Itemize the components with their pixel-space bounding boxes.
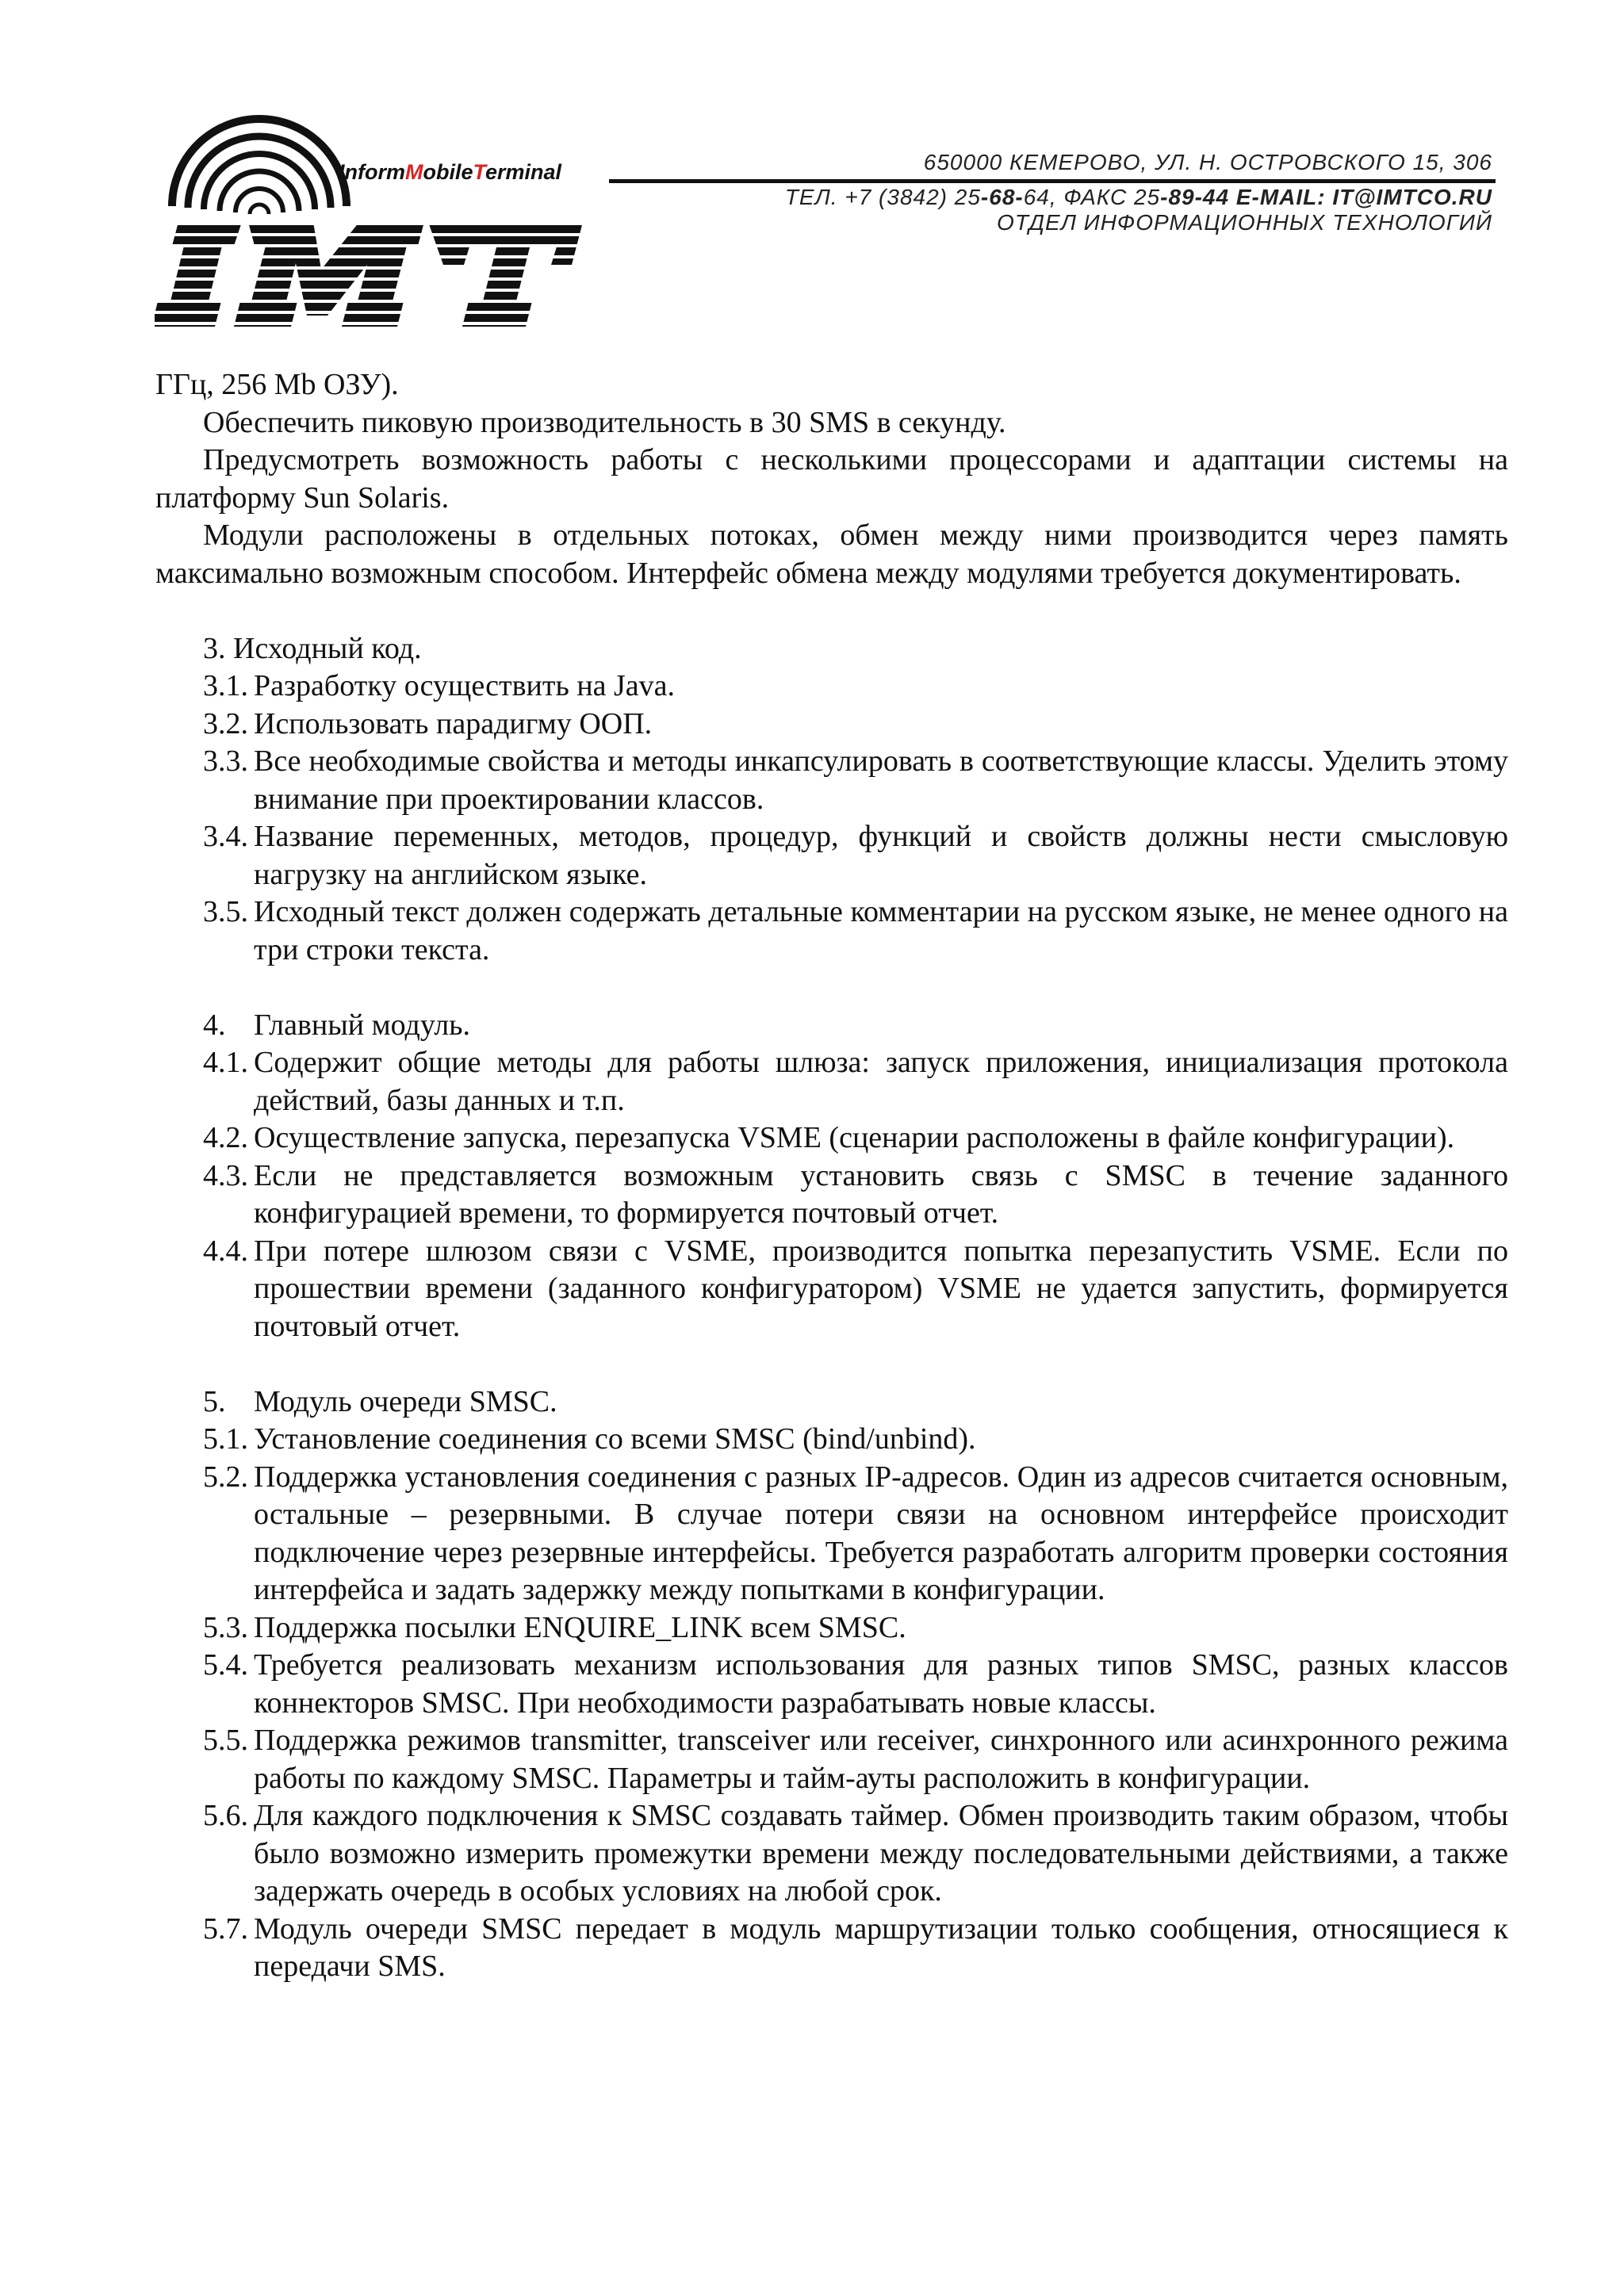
list-item: 3.3. Все необходимые свойства и методы инкапсулировать в соответствующие классы. Уделить этому внимание при проектировании классов. — [203, 744, 1508, 816]
company-contacts: ТЕЛ. +7 (3842) 25-68-64, ФАКС 25-89-44 E-MAIL: IT@IMTCO.RU — [784, 185, 1492, 209]
list-item: 5.2. Поддержка установления соединения с разных IP-адресов. Один из адресов считается основным, остальные – резервными. В случае потери связи на основном интерфейсе происходит подключение через резервные интерфейсы. Требуется разработать алгоритм проверки состояния интерфейса и задать задержку между попытками в конфигурации. — [203, 1460, 1508, 1606]
section-heading: 3. Исходный код. — [203, 631, 422, 665]
paragraph: Предусмотреть возможность работы с несколькими процессорами и адаптации системы на платформу Sun Solaris. — [155, 443, 1508, 515]
list-item: 5.6. Для каждого подключения к SMSC создавать таймер. Обмен производить таким образом, чтобы было возможно измерить промежутки времени между последовательными действиями, а также задержать очередь в особых условиях на любой срок. — [203, 1799, 1508, 1908]
list-item: 3.1. Разработку осуществить на Java. — [203, 669, 676, 702]
list-item: 4.2. Осуществление запуска, перезапуска VSME (сценарии расположены в файле конфигурации). — [203, 1121, 1455, 1154]
paragraph: Модули расположены в отдельных потоках, обмен между ними производится через память максимально возможным способом. Интерфейс обмена между модулями требуется документировать. — [155, 519, 1508, 590]
list-item: 5.4. Требуется реализовать механизм использования для разных типов SMSC, разных классов коннекторов SMSC. При необходимости разрабатывать новые классы. — [203, 1648, 1508, 1720]
logo-tagline: InformMobileTerminal — [339, 160, 562, 184]
list-item: 4.4. При потере шлюзом связи с VSME, производится попытка перезапустить VSME. Если по прошествии времени (заданного конфигуратором) VSME не удается запустить, формируется почтовый отчет. — [203, 1234, 1508, 1343]
company-department: ОТДЕЛ ИНФОРМАЦИОННЫХ ТЕХНОЛОГИЙ — [997, 210, 1492, 235]
imt-letters-icon — [155, 222, 583, 327]
section-heading: 4. Главный модуль. — [203, 1008, 470, 1042]
paragraph: ГГц, 256 Mb ОЗУ). — [155, 368, 399, 401]
list-item: 5.3. Поддержка посылки ENQUIRE_LINK всем SMSC. — [203, 1610, 906, 1644]
list-item: 3.5. Исходный текст должен содержать детальные комментарии на русском языке, не менее одного на три строки текста. — [203, 895, 1508, 966]
list-item: 5.7. Модуль очереди SMSC передает в модуль маршрутизации только сообщения, относящиеся к передачи SMS. — [203, 1911, 1508, 1983]
company-address: 650000 КЕМЕРОВО, УЛ. Н. ОСТРОВСКОГО 15, 306 — [923, 150, 1492, 174]
signal-arcs-icon — [172, 119, 347, 214]
list-item: 3.2. Использовать парадигму ООП. — [203, 706, 653, 740]
list-item: 5.5. Поддержка режимов transmitter, transceiver или receiver, синхронного или асинхронного режима работы по каждому SMSC. Параметры и тайм-ауты расположить в конфигурации. — [203, 1724, 1508, 1795]
list-item: 5.1. Установление соединения со всеми SMSC (bind/unbind). — [203, 1422, 976, 1456]
list-item: 4.1. Содержит общие методы для работы шлюза: запуск приложения, инициализация протокола действий, базы данных и т.п. — [203, 1046, 1508, 1117]
header-rule — [609, 179, 1496, 183]
section-heading: 5. Модуль очереди SMSC. — [203, 1384, 557, 1418]
paragraph: Обеспечить пиковую производительность в 30 SMS в секунду. — [203, 405, 1006, 439]
list-item: 3.4. Название переменных, методов, процедур, функций и свойств должны нести смысловую нагрузку на английском языке. — [203, 820, 1508, 891]
document-body — [155, 366, 1508, 1986]
imt-logo — [155, 103, 583, 333]
list-item: 4.3. Если не представляется возможным установить связь с SMSC в течение заданного конфигурацией времени, то формируется почтовый отчет. — [203, 1158, 1508, 1230]
